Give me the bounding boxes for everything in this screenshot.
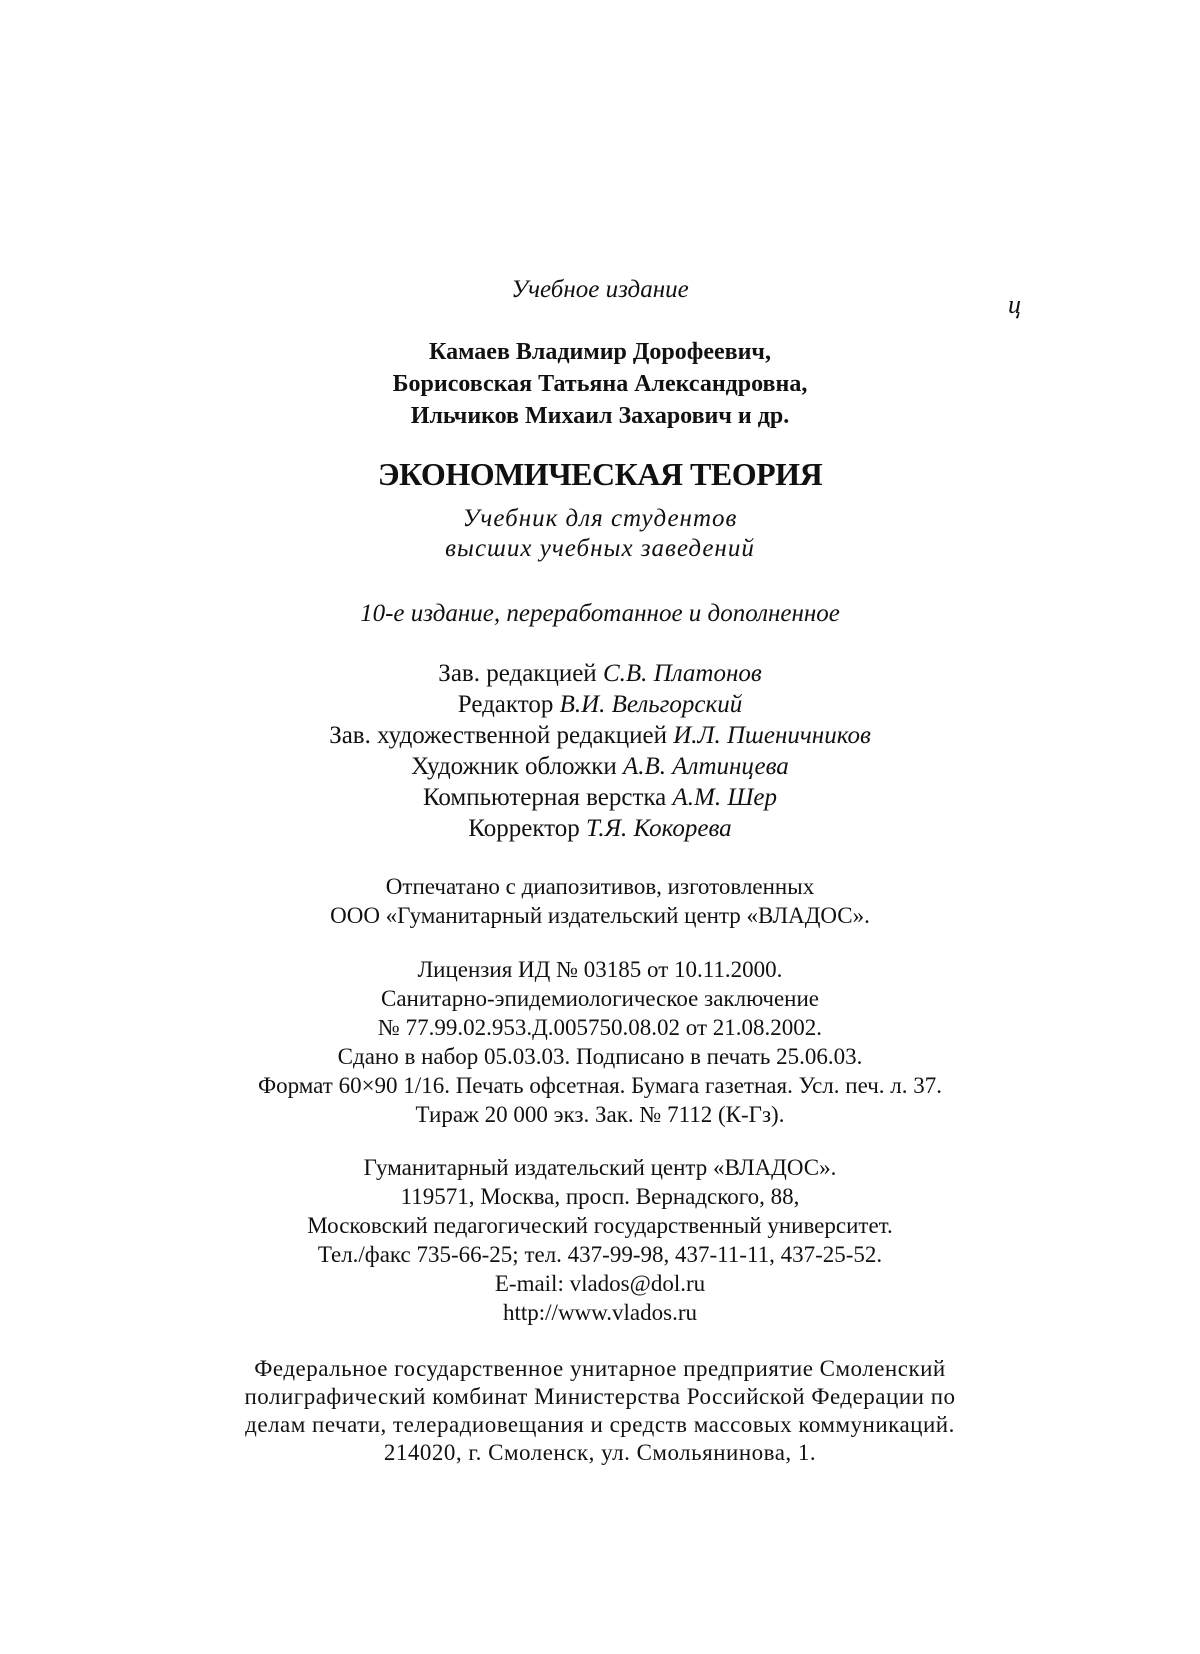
imprint-sanitary: Санитарно-эпидемиологическое заключение xyxy=(380,986,819,1011)
author-line-3: Ильчиков Михаил Захарович и др. xyxy=(410,403,790,429)
printer-line-3: делам печати, телерадиовещания и средств массовых коммуникаций. xyxy=(245,1412,955,1437)
credit-line xyxy=(0,815,1200,843)
book-title: ЭКОНОМИЧЕСКАЯ ТЕОРИЯ xyxy=(377,456,823,492)
credit-role: Корректор xyxy=(468,815,580,842)
imprint-sanitary-number: № 77.99.02.953.Д.005750.08.02 от 21.08.2002. xyxy=(377,1015,823,1040)
credit-name: С.В. Платонов xyxy=(602,660,762,687)
printing-note-line-2: ООО «Гуманитарный издательский центр «ВЛАДОС». xyxy=(330,903,870,928)
imprint-dates: Сдано в набор 05.03.03. Подписано в печать 25.06.03. xyxy=(337,1044,863,1069)
series-label: Учебное издание xyxy=(511,276,689,303)
credit-role: Редактор xyxy=(457,691,554,718)
corner-handwritten-mark: ц xyxy=(1008,290,1021,319)
credit-role: Зав. редакцией xyxy=(438,660,597,687)
credit-name: В.И. Вельгорский xyxy=(559,691,743,718)
publisher-address: 119571, Москва, просп. Вернадского, 88, xyxy=(400,1184,800,1209)
imprint-license: Лицензия ИД № 03185 от 10.11.2000. xyxy=(417,957,783,982)
author-line-1: Камаев Владимир Дорофеевич, xyxy=(429,339,771,365)
credit-line xyxy=(0,753,1200,781)
edition-line: 10-е издание, переработанное и дополненное xyxy=(360,600,840,627)
publisher-university: Московский педагогический государственный университет. xyxy=(307,1213,893,1238)
credit-name: Т.Я. Кокорева xyxy=(586,815,732,842)
credit-line xyxy=(0,722,1200,750)
credit-line xyxy=(0,660,1200,688)
printer-line-2: полиграфический комбинат Министерства Российской Федерации по xyxy=(244,1384,956,1409)
imprint-format: Формат 60×90 1/16. Печать офсетная. Бумага газетная. Усл. печ. л. 37. xyxy=(257,1073,943,1098)
printer-line-1: Федеральное государственное унитарное предприятие Смоленский xyxy=(254,1356,946,1381)
credit-name: И.Л. Пшеничников xyxy=(673,722,871,749)
credit-role: Компьютерная верстка xyxy=(422,784,667,811)
subtitle-line-2: высших учебных заведений xyxy=(445,535,755,562)
credit-line xyxy=(0,784,1200,812)
credit-role: Зав. художественной редакцией xyxy=(329,722,667,749)
publisher-phones: Тел./факс 735-66-25; тел. 437-99-98, 437-11-11, 437-25-52. xyxy=(317,1242,883,1267)
credit-name: А.М. Шер xyxy=(672,784,778,811)
publisher-name: Гуманитарный издательский центр «ВЛАДОС». xyxy=(363,1155,837,1180)
publisher-email: E-mail: vlados@dol.ru xyxy=(494,1271,706,1296)
publisher-website: http://www.vlados.ru xyxy=(503,1300,697,1325)
author-line-2: Борисовская Татьяна Александровна, xyxy=(392,371,808,397)
credit-line xyxy=(0,691,1200,719)
printing-note-line-1: Отпечатано с диапозитивов, изготовленных xyxy=(385,874,815,899)
credit-name: А.В. Алтинцева xyxy=(622,753,789,780)
credit-role: Художник обложки xyxy=(411,753,617,780)
subtitle-line-1: Учебник для студентов xyxy=(462,505,738,532)
imprint-print-run: Тираж 20 000 экз. Зак. № 7112 (К-Гз). xyxy=(415,1102,785,1127)
printer-line-4: 214020, г. Смоленск, ул. Смольянинова, 1. xyxy=(383,1440,817,1465)
